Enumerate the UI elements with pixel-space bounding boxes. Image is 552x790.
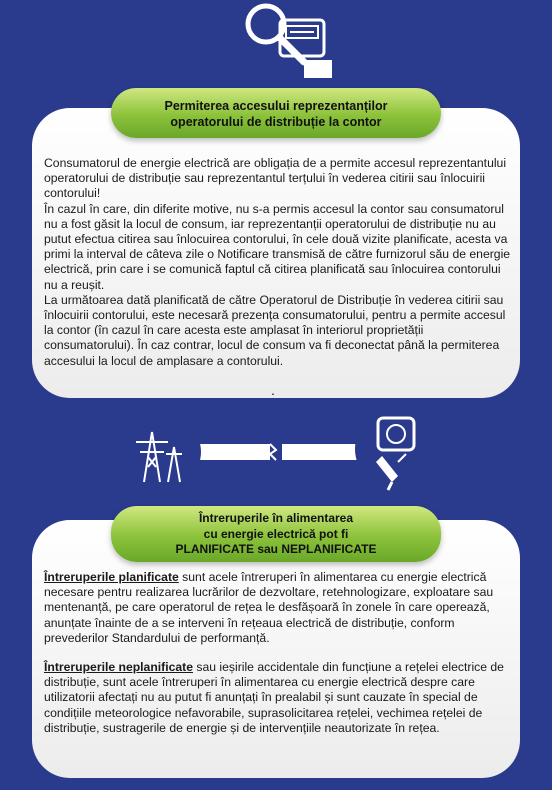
interruptions-body — [44, 570, 514, 736]
access-title-line2: operatorului de distribuție la contor — [170, 115, 382, 129]
unplanned-text: sau ieșirile accidentale din funcțiune a rețelei electrice de distribuție, sunt acele întreruperi în alimentarea cu energie electrică despre care utilizatorii afectați nu au putut fi anunțați în prealabil și sunt cauzate în special de condițiile meteorologice nefavorabile, suprasolicitarea rețelei, vechimea rețelei de distribuție, sustragerile de energie și de intervențiile neautorizate în rețea. — [44, 660, 504, 735]
interruptions-title-line1: Întreruperile în alimentarea — [198, 511, 354, 525]
planned-paragraph — [44, 570, 514, 646]
planned-term: Întreruperile planificate — [44, 570, 179, 584]
interruptions-title-line3: PLANIFICATE sau NEPLANIFICATE — [175, 542, 377, 556]
access-body-text: Consumatorul de energie electrică are obligația de a permite accesul reprezentantului operatorului de distribuție sau reprezentantul terțului în vederea citirii sau înlocuirii contorului! În cazul în care, din diferite motive, nu s-a permis accesul la contor sau consumatorul nu a fost găsit la locul de consum, iar reprezentanții operatorului de distribuție nu au putut efectua citirea sau înlocuirea contorului, în cele două vizite planificate, acesta va primi la interval de câteva zile o Notificare transmisă de către furnizorul său de energie electrică, prin care i se comunică faptul că citirea planificată sau înlocuirea contorului nu a reușit. La următoarea dată planificată de către Operatorul de Distribuție în vederea citirii sau înlocuirii contorului, este necesară prezența consumatorului, pentru a permite accesul la contor (în cazul în care acesta este amplasat în interiorul proprietății consumatorului). În caz contrar, locul de consum va fi deconectat până la permiterea accesului la locul de amplasare a contorului. — [44, 156, 511, 368]
power-tower-icon — [116, 412, 206, 492]
access-title-line1: Permiterea accesului reprezentanților — [164, 99, 388, 113]
magnifier-meter-icon — [228, 0, 348, 92]
unplanned-term: Întreruperile neplanificate — [44, 660, 193, 675]
planned-text: sunt acele întreruperi în alimentarea cu energie electrică necesare pentru realizarea lucrărilor de dezvoltare, retehnologizare, exploatare sau mentenanță, pe care operatorul de rețea le desfășoară în zonele în care operează, anunțate înainte de a se interveni în rețeaua electrică de distribuție, conform prevederilor Standardului de performanță. — [44, 570, 494, 645]
footer-dot: . — [271, 382, 275, 398]
interruptions-title-line2: cu energie electrică pot fi — [203, 526, 349, 541]
divider-strip — [0, 440, 552, 464]
access-title-banner — [111, 88, 441, 138]
interruptions-title-banner — [111, 506, 441, 562]
access-body — [44, 156, 514, 369]
plug-socket-icon — [352, 406, 442, 492]
unplanned-paragraph — [44, 660, 514, 736]
